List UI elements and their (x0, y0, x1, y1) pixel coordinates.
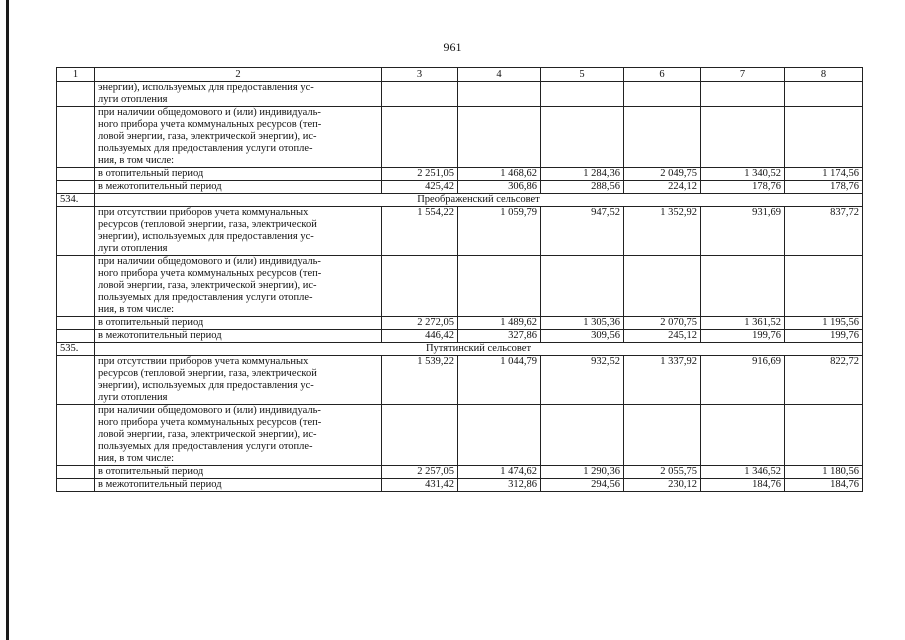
value-cell: 1 290,36 (541, 466, 624, 479)
table-row (57, 82, 863, 107)
value-cell: 1 468,62 (458, 168, 541, 181)
value-cell (541, 82, 624, 107)
value-cell (701, 256, 785, 317)
value-cell: 294,56 (541, 479, 624, 492)
value-cell: 2 272,05 (382, 317, 458, 330)
description-cell: в межотопительный период (95, 330, 382, 343)
description-cell: при отсутствии приборов учета коммунальных ресурсов (тепловой энергии, газа, электрической энергии), используемых для предоставления ус- луги отопления (95, 207, 382, 256)
value-cell: 431,42 (382, 479, 458, 492)
value-cell: 184,76 (701, 479, 785, 492)
header-cell: 1 (57, 68, 95, 82)
value-cell: 306,86 (458, 181, 541, 194)
table-row (57, 330, 863, 343)
row-number-cell (57, 317, 95, 330)
value-cell (458, 107, 541, 168)
section-header-row (57, 343, 863, 356)
table-row (57, 107, 863, 168)
value-cell (541, 107, 624, 168)
value-cell: 931,69 (701, 207, 785, 256)
value-cell: 1 539,22 (382, 356, 458, 405)
value-cell: 312,86 (458, 479, 541, 492)
value-cell: 822,72 (785, 356, 863, 405)
value-cell: 947,52 (541, 207, 624, 256)
section-number: 534. (57, 194, 95, 207)
value-cell: 916,69 (701, 356, 785, 405)
value-cell: 1 180,56 (785, 466, 863, 479)
description-cell: в межотопительный период (95, 479, 382, 492)
value-cell (458, 405, 541, 466)
table-row (57, 317, 863, 330)
value-cell (458, 256, 541, 317)
value-cell (701, 405, 785, 466)
value-cell (624, 107, 701, 168)
value-cell: 1 195,56 (785, 317, 863, 330)
value-cell: 1 474,62 (458, 466, 541, 479)
value-cell: 932,52 (541, 356, 624, 405)
value-cell (382, 256, 458, 317)
value-cell: 1 352,92 (624, 207, 701, 256)
header-cell: 5 (541, 68, 624, 82)
description-cell: при наличии общедомового и (или) индивидуаль- ного прибора учета коммунальных ресурсов (теп- ловой энергии, газа, электрической энергии), ис- пользуемых для предоставления услуги отопле- ния, в том числе: (95, 256, 382, 317)
value-cell: 2 049,75 (624, 168, 701, 181)
value-cell: 178,76 (701, 181, 785, 194)
value-cell (458, 82, 541, 107)
value-cell: 2 070,75 (624, 317, 701, 330)
value-cell (624, 256, 701, 317)
table-row (57, 356, 863, 405)
description-cell: в отопительный период (95, 466, 382, 479)
value-cell (701, 107, 785, 168)
row-number-cell (57, 479, 95, 492)
value-cell: 199,76 (701, 330, 785, 343)
value-cell: 1 284,36 (541, 168, 624, 181)
value-cell: 245,12 (624, 330, 701, 343)
row-number-cell (57, 168, 95, 181)
value-cell: 1 337,92 (624, 356, 701, 405)
value-cell: 1 489,62 (458, 317, 541, 330)
table-row (57, 207, 863, 256)
table-row (57, 256, 863, 317)
value-cell (785, 107, 863, 168)
row-number-cell (57, 405, 95, 466)
description-cell: при наличии общедомового и (или) индивидуаль- ного прибора учета коммунальных ресурсов (теп- ловой энергии, газа, электрической энергии), ис- пользуемых для предоставления услуги отопле- ния, в том числе: (95, 405, 382, 466)
value-cell: 288,56 (541, 181, 624, 194)
value-cell (785, 82, 863, 107)
value-cell: 837,72 (785, 207, 863, 256)
description-cell: в отопительный период (95, 168, 382, 181)
value-cell: 1 044,79 (458, 356, 541, 405)
table-body (57, 68, 863, 492)
page-number: 961 (443, 40, 462, 54)
value-cell: 1 361,52 (701, 317, 785, 330)
scan-edge (6, 0, 9, 640)
value-cell: 2 251,05 (382, 168, 458, 181)
value-cell: 1 305,36 (541, 317, 624, 330)
header-cell: 3 (382, 68, 458, 82)
header-cell: 4 (458, 68, 541, 82)
description-cell: при отсутствии приборов учета коммунальных ресурсов (тепловой энергии, газа, электрической энергии), используемых для предоставления ус- луги отопления (95, 356, 382, 405)
value-cell (785, 405, 863, 466)
value-cell: 2 055,75 (624, 466, 701, 479)
description-cell: энергии), используемых для предоставления ус- луги отопления (95, 82, 382, 107)
section-title: Путятинский сельсовет (95, 343, 863, 356)
value-cell: 178,76 (785, 181, 863, 194)
section-header-row (57, 194, 863, 207)
value-cell: 425,42 (382, 181, 458, 194)
header-cell: 7 (701, 68, 785, 82)
value-cell (701, 82, 785, 107)
value-cell: 1 554,22 (382, 207, 458, 256)
value-cell: 327,86 (458, 330, 541, 343)
table-row (57, 181, 863, 194)
row-number-cell (57, 181, 95, 194)
header-row (57, 68, 863, 82)
description-cell: в межотопительный период (95, 181, 382, 194)
value-cell (382, 107, 458, 168)
value-cell: 1 059,79 (458, 207, 541, 256)
value-cell (624, 405, 701, 466)
header-cell: 8 (785, 68, 863, 82)
value-cell: 309,56 (541, 330, 624, 343)
value-cell: 1 340,52 (701, 168, 785, 181)
header-cell: 6 (624, 68, 701, 82)
value-cell: 1 346,52 (701, 466, 785, 479)
value-cell (382, 405, 458, 466)
header-cell: 2 (95, 68, 382, 82)
value-cell (624, 82, 701, 107)
row-number-cell (57, 356, 95, 405)
table-row (57, 466, 863, 479)
tariff-table (56, 67, 863, 492)
table-row (57, 479, 863, 492)
table-row (57, 168, 863, 181)
value-cell: 1 174,56 (785, 168, 863, 181)
description-cell: в отопительный период (95, 317, 382, 330)
value-cell: 199,76 (785, 330, 863, 343)
value-cell: 224,12 (624, 181, 701, 194)
value-cell (541, 405, 624, 466)
section-number: 535. (57, 343, 95, 356)
table-row (57, 405, 863, 466)
value-cell (785, 256, 863, 317)
value-cell: 446,42 (382, 330, 458, 343)
section-title: Преображенский сельсовет (95, 194, 863, 207)
row-number-cell (57, 256, 95, 317)
row-number-cell (57, 207, 95, 256)
value-cell (382, 82, 458, 107)
row-number-cell (57, 107, 95, 168)
value-cell: 230,12 (624, 479, 701, 492)
row-number-cell (57, 466, 95, 479)
value-cell (541, 256, 624, 317)
value-cell: 2 257,05 (382, 466, 458, 479)
row-number-cell (57, 82, 95, 107)
value-cell: 184,76 (785, 479, 863, 492)
description-cell: при наличии общедомового и (или) индивидуаль- ного прибора учета коммунальных ресурсов (теп- ловой энергии, газа, электрической энергии), ис- пользуемых для предоставления услуги отопле- ния, в том числе: (95, 107, 382, 168)
row-number-cell (57, 330, 95, 343)
